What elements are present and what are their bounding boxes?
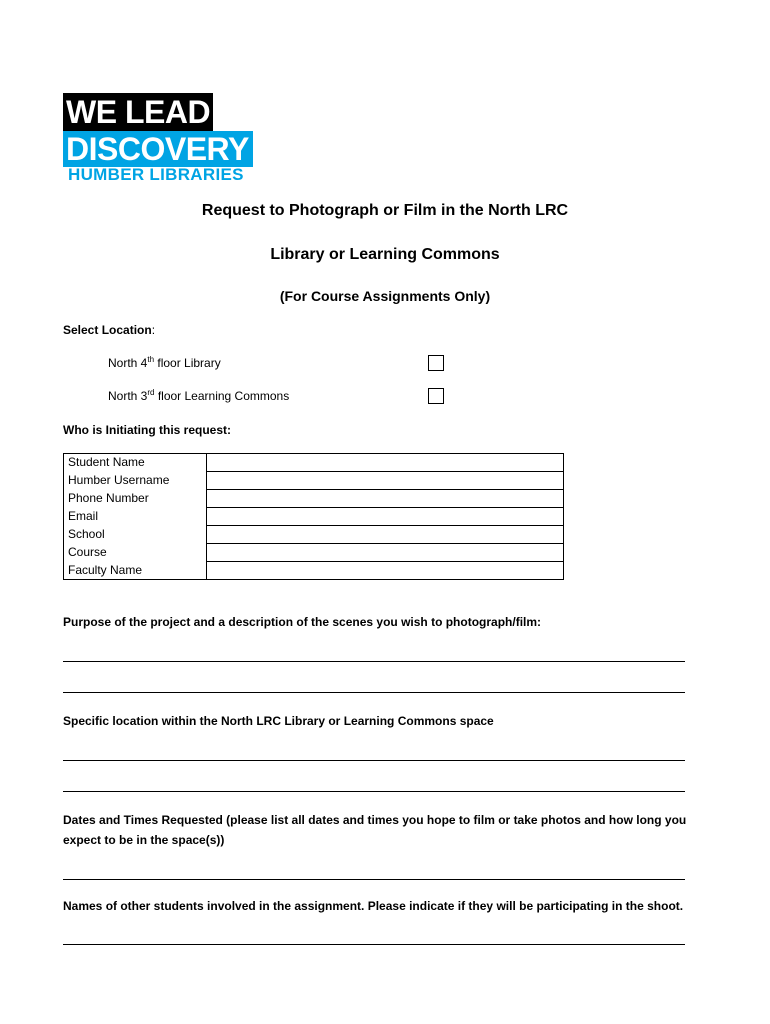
table-row (64, 544, 564, 562)
table-row (64, 526, 564, 544)
specific-location-answer-line-1[interactable] (63, 760, 685, 761)
location-option-3rd-floor-label: North 3rd floor Learning Commons (108, 388, 290, 403)
purpose-answer-line-2[interactable] (63, 692, 685, 693)
field-label: Course (64, 544, 207, 562)
field-label: Student Name (64, 454, 207, 472)
table-row (64, 472, 564, 490)
location-3rd-floor-checkbox[interactable] (428, 388, 444, 404)
purpose-answer-line-1[interactable] (63, 661, 685, 662)
student-name-field[interactable] (207, 454, 564, 472)
table-row (64, 508, 564, 526)
logo-line-discovery: DISCOVERY (63, 131, 253, 167)
phone-number-field[interactable] (207, 490, 564, 508)
table-row (64, 454, 564, 472)
page-title: Request to Photograph or Film in the North LRC (201, 202, 569, 219)
location-4th-floor-checkbox[interactable] (428, 355, 444, 371)
table-row (64, 562, 564, 580)
location-option-4th-floor-label: North 4th floor Library (108, 355, 221, 370)
initiator-table (63, 453, 564, 580)
field-label: Humber Username (64, 472, 207, 490)
purpose-question: Purpose of the project and a description of the scenes you wish to photograph/film: (63, 615, 542, 629)
faculty-name-field[interactable] (207, 562, 564, 580)
page-subtitle: Library or Learning Commons (270, 246, 500, 263)
school-field[interactable] (207, 526, 564, 544)
logo-line-humber-libraries: HUMBER LIBRARIES (68, 165, 244, 184)
humber-username-field[interactable] (207, 472, 564, 490)
initiator-heading: Who is Initiating this request: (63, 423, 231, 437)
table-row (64, 490, 564, 508)
field-label: Phone Number (64, 490, 207, 508)
other-students-answer-line[interactable] (63, 944, 685, 945)
dates-answer-line[interactable] (63, 879, 685, 880)
field-label: Email (64, 508, 207, 526)
field-label: School (64, 526, 207, 544)
course-field[interactable] (207, 544, 564, 562)
specific-location-answer-line-2[interactable] (63, 791, 685, 792)
select-location-label: Select Location: (63, 323, 156, 337)
page-note: (For Course Assignments Only) (279, 288, 491, 304)
logo-line-we-lead: WE LEAD (63, 93, 213, 131)
dates-question-line-2: expect to be in the space(s)) (63, 833, 225, 847)
dates-question-line-1: Dates and Times Requested (please list all dates and times you hope to film or take photos and how long you (63, 813, 687, 827)
field-label: Faculty Name (64, 562, 207, 580)
email-field[interactable] (207, 508, 564, 526)
specific-location-question: Specific location within the North LRC Library or Learning Commons space (63, 714, 494, 728)
other-students-question: Names of other students involved in the assignment. Please indicate if they will be participating in the shoot. (63, 899, 684, 913)
